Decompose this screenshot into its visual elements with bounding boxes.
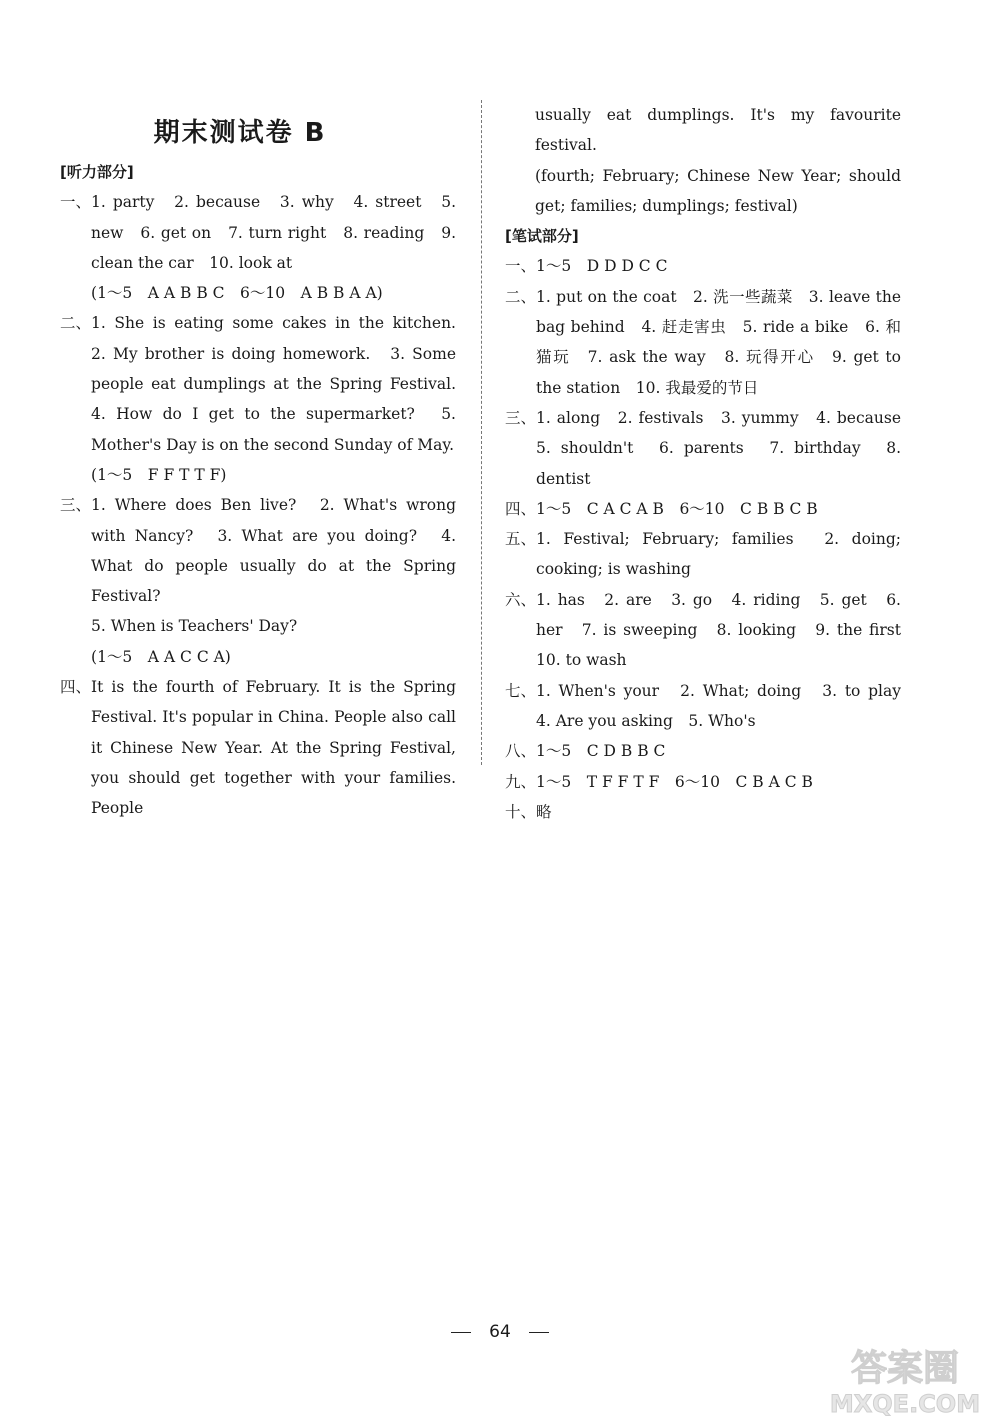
item-number: 三、 — [505, 408, 537, 427]
written-answers — [505, 251, 917, 827]
written-item — [505, 494, 901, 524]
item-number: 二、 — [60, 314, 92, 333]
answer-text: 1～5 D D D C C — [536, 257, 668, 276]
page-number — [0, 1322, 1000, 1342]
written-item — [505, 524, 901, 585]
answer-text: 1. has 2. are 3. go 4. riding 5. get 6. her 7. is sweeping 8. looking 9. the first 10. to wash — [536, 590, 917, 670]
answer-key: (1～5 A A C C A) — [91, 647, 231, 666]
answer-text: 1～5 T F F T F 6～10 C B A C B — [536, 772, 813, 791]
answer-text: 1～5 C A C A B 6～10 C B B C B — [536, 499, 818, 518]
dash-left — [451, 1332, 471, 1333]
written-item — [505, 767, 901, 797]
item-number: 六、 — [505, 590, 537, 609]
left-column — [60, 157, 472, 824]
item-number: 十、 — [505, 802, 537, 821]
column-divider — [481, 100, 482, 765]
dash-right — [529, 1332, 549, 1333]
listening-q1 — [60, 187, 456, 308]
page-number-value: 64 — [489, 1322, 511, 1342]
item-number: 四、 — [505, 499, 537, 518]
answer-key: (fourth; February; Chinese New Year; should get; families; dumplings; festival) — [535, 166, 901, 215]
passage-continuation — [505, 100, 901, 221]
written-item — [505, 585, 917, 676]
page-title: 期末测试卷 B — [153, 118, 327, 148]
answer-key: (1～5 F F T T F) — [91, 465, 227, 484]
answer-text: 1. put on the coat 2. 洗一些蔬菜 3. leave the bag behind 4. 赶走害虫 5. ride a bike 6. 和猫玩 7. ask the way 8. 玩得开心 9. get to the station 10. 我最爱的节日 — [536, 287, 901, 397]
watermark-logo — [820, 1340, 990, 1418]
item-number: 四、 — [60, 678, 92, 697]
listening-heading: [听力部分] — [60, 163, 134, 181]
item-number: 三、 — [60, 496, 92, 515]
item-number: 五、 — [505, 530, 537, 549]
item-number: 八、 — [505, 742, 537, 761]
answer-text: 1. She is eating some cakes in the kitchen. 2. My brother is doing homework. 3. Some people eat dumplings at the Spring Festival. 4. How do I get to the supermarket? 5. Mother's Day is on the second Sunday of May. — [91, 314, 472, 454]
item-number: 一、 — [505, 257, 537, 276]
written-heading: [笔试部分] — [505, 227, 579, 246]
answer-text: 5. When is Teachers' Day? — [91, 617, 298, 636]
answer-text: 1. along 2. festivals 3. yummy 4. because 5. shouldn't 6. parents 7. birthday 8. dentist — [536, 408, 917, 488]
item-number: 九、 — [505, 772, 537, 791]
answer-text: 1. Festival; February; families 2. doing; cooking; is washing — [536, 530, 901, 579]
answer-text: 略 — [536, 802, 552, 821]
right-column — [505, 100, 917, 827]
written-item — [505, 676, 917, 737]
written-item — [505, 797, 901, 827]
listening-q2 — [60, 308, 472, 490]
answer-text: It is the fourth of February. It is the Spring Festival. It's popular in China. People also call it Chinese New Year. At the Spring Festival, you should get together with your families. People — [91, 678, 456, 818]
item-number: 七、 — [505, 681, 537, 700]
listening-q4 — [60, 672, 456, 823]
item-number: 一、 — [60, 193, 92, 212]
listening-q3 — [60, 490, 456, 672]
written-item — [505, 403, 917, 494]
answer-text: 1. When's your 2. What; doing 3. to play 4. Are you asking 5. Who's — [536, 681, 917, 730]
written-item — [505, 282, 901, 403]
watermark-top: 答案圈 — [850, 1348, 960, 1389]
answer-text: usually eat dumplings. It's my favourite festival. — [535, 106, 901, 155]
watermark-bottom: MXQE.COM — [829, 1390, 981, 1418]
written-item — [505, 251, 901, 281]
answer-text: 1～5 C D B B C — [536, 742, 666, 761]
item-number: 二、 — [505, 287, 537, 306]
answer-text: 1. Where does Ben live? 2. What's wrong with Nancy? 3. What are you doing? 4. What do people usually do at the Spring Festival? — [91, 496, 456, 606]
written-item — [505, 736, 901, 766]
answer-key: (1～5 A A B B C 6～10 A B B A A) — [91, 284, 383, 303]
answer-text: 1. party 2. because 3. why 4. street 5. new 6. get on 7. turn right 8. reading 9. clean the car 10. look at — [91, 193, 456, 272]
